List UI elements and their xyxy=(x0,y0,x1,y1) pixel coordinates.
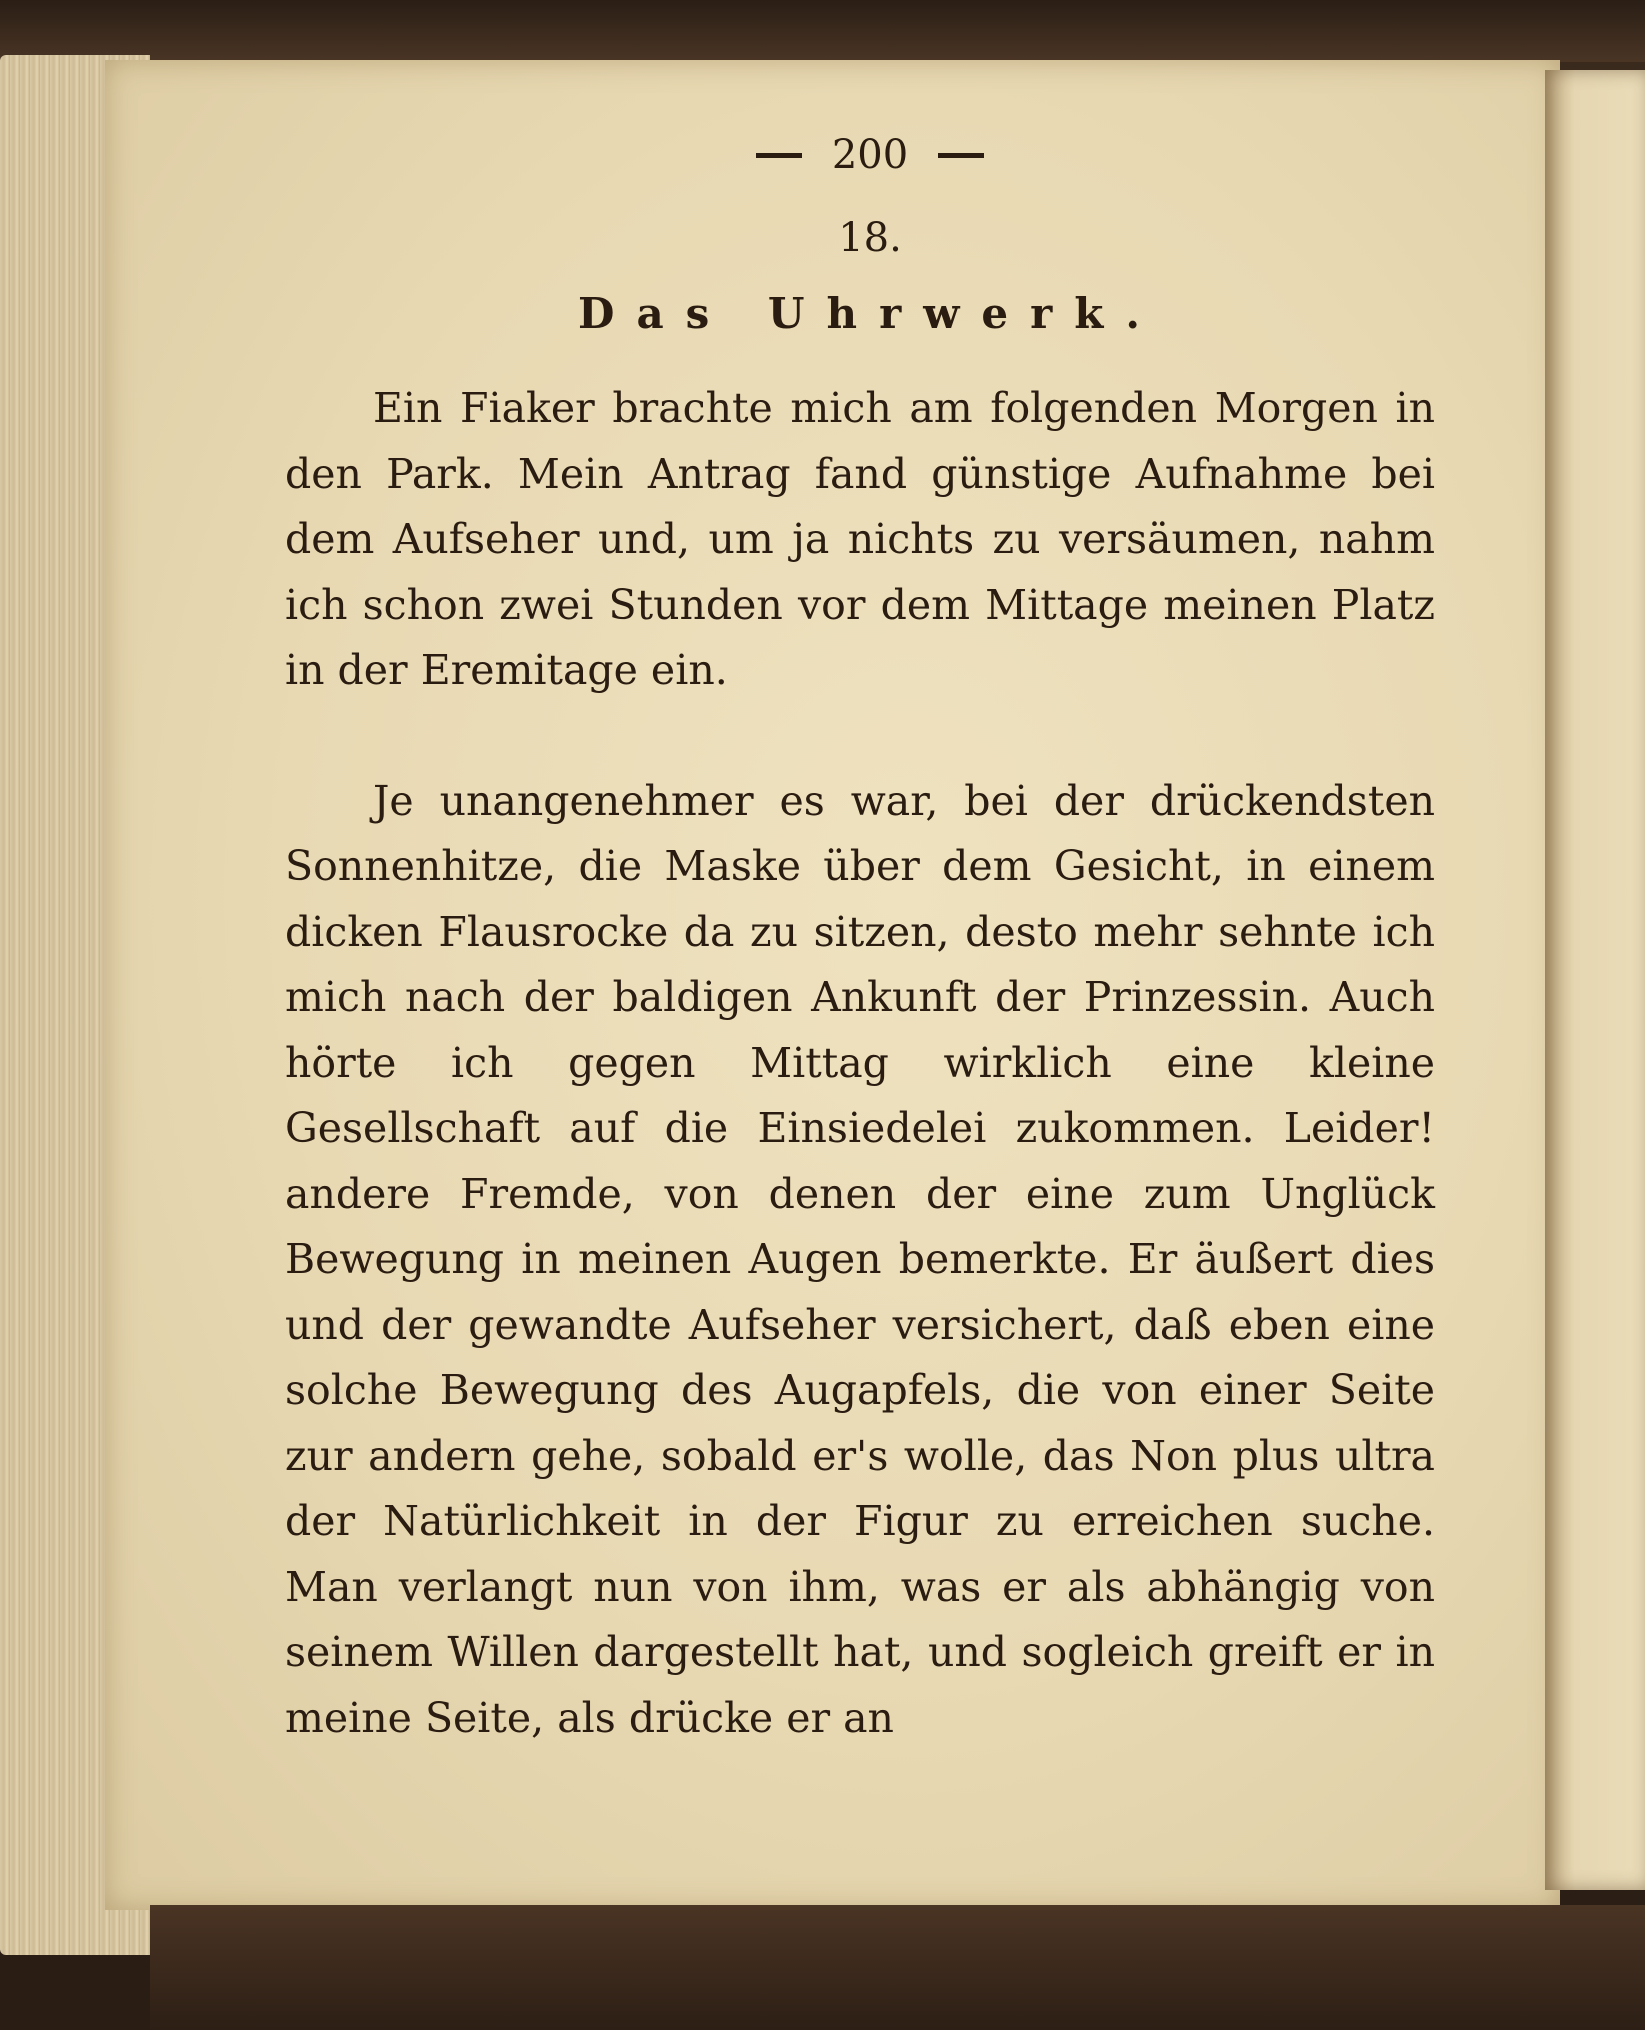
chapter-title: Das Uhrwerk. xyxy=(578,289,1162,338)
page-number: 200 xyxy=(831,132,909,178)
paragraph-1: Ein Fiaker brachte mich am folgenden Morgen in den Park. Mein Antrag fand günstige Aufnahme bei dem Aufseher und, um ja nichts zu versäumen, nahm ich schon zwei Stunden vor dem Mittage meinen Platz in der Eremitage ein. xyxy=(285,384,1435,694)
chapter-number: 18. xyxy=(838,215,902,261)
dash-right xyxy=(938,153,984,158)
book-cover-bottom xyxy=(150,1905,1645,2030)
page-number-line xyxy=(305,120,1435,190)
page-text xyxy=(285,120,1435,1751)
book-cover-top xyxy=(0,0,1645,62)
paragraph-2: Je unangenehmer es war, bei der drückendsten Sonnenhitze, die Maske über dem Gesicht, in einem dicken Flausrocke da zu sitzen, desto mehr sehnte ich mich nach der baldigen Ankunft der Prinzessin. Auch hörte ich gegen Mittag wirklich eine kleine Gesellschaft auf die Einsiedelei zukommen. Leider! andere Fremde, von denen der eine zum Unglück Bewegung in meinen Augen bemerkte. Er äußert dies und der gewandte Aufseher versichert, daß eben eine solche Bewegung des Augapfels, die von einer Seite zur andern gehe, sobald er's wolle, das Non plus ultra der Natürlichkeit in der Figur zu erreichen suche. Man verlangt nun von ihm, was er als abhängig von seinem Willen dargestellt hat, und sogleich greift er in meine Seite, als drücke er an xyxy=(285,776,1435,1742)
dash-left xyxy=(756,153,802,158)
page-gutter xyxy=(1545,70,1645,1890)
